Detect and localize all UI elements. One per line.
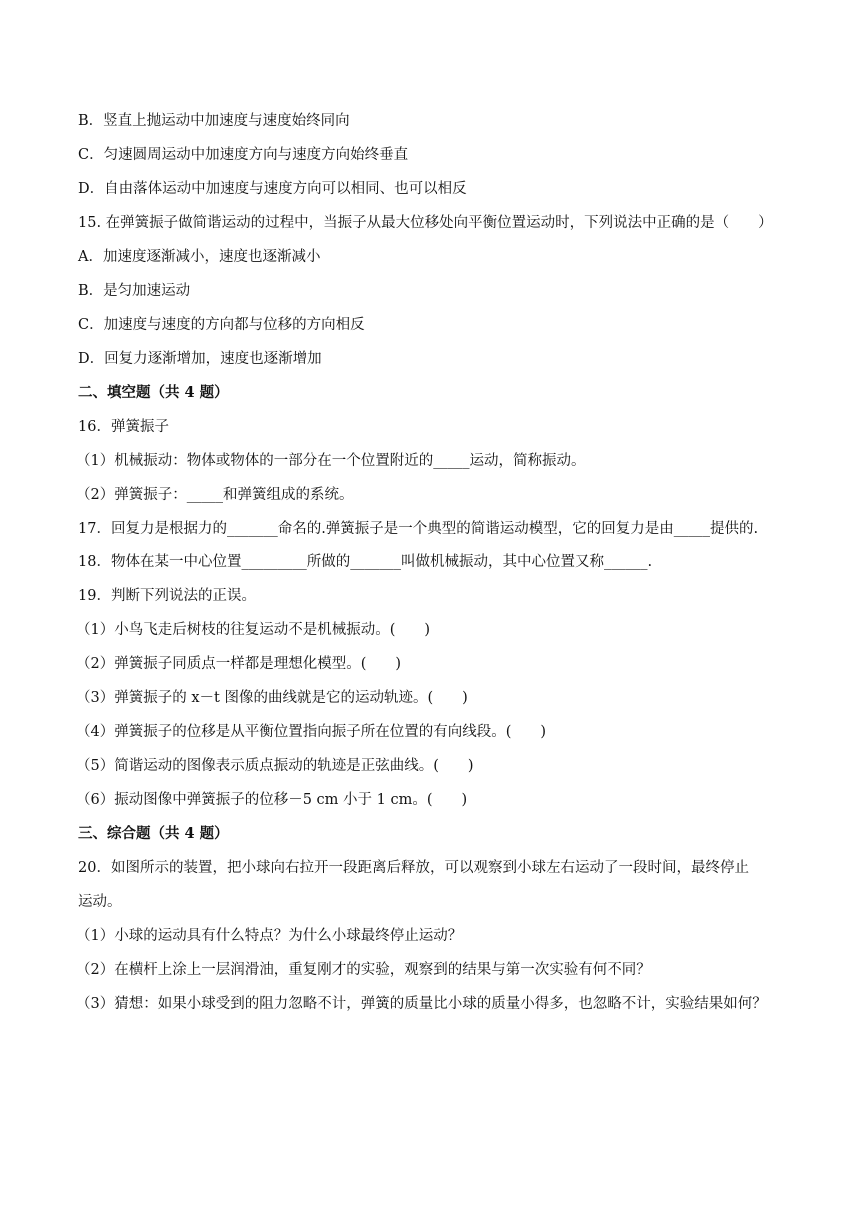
q20-part-1: （1）小球的运动具有什么特点？为什么小球最终停止运动？ [76,928,463,944]
option-d-q14: D．自由落体运动中加速度与速度方向可以相同、也可以相反 [78,181,467,197]
q16-part-1: （1）机械振动：物体或物体的一部分在一个位置附近的_____运动，简称振动。 [76,453,586,469]
option-c-q14: C．匀速圆周运动中加速度方向与速度方向始终垂直 [78,147,409,163]
question-20: 20．如图所示的装置，把小球向右拉开一段距离后释放，可以观察到小球左右运动了一段时间，最终停止 [78,860,749,876]
option-c-q15: C．加速度与速度的方向都与位移的方向相反 [78,317,365,333]
q19-statement-4: （4）弹簧振子的位移是从平衡位置指向振子所在位置的有向线段。( ) [76,724,547,740]
q16-part-2: （2）弹簧振子：_____和弹簧组成的系统。 [76,487,354,503]
question-18: 18．物体在某一中心位置_________所做的_______叫做机械振动，其中心位置又称______. [78,554,653,570]
q19-statement-2: （2）弹簧振子同质点一样都是理想化模型。( ) [76,656,402,672]
q19-statement-5: （5）简谐运动的图像表示质点振动的轨迹是正弦曲线。( ) [76,758,474,774]
section-heading-fill-in: 二、填空题（共 4 题） [78,384,229,401]
q20-part-3: （3）猜想：如果小球受到的阻力忽略不计，弹簧的质量比小球的质量小得多，也忽略不计，实验结果如何？ [76,996,767,1012]
option-d-q15: D．回复力逐渐增加，速度也逐渐增加 [78,351,322,367]
question-17: 17．回复力是根据力的_______命名的.弹簧振子是一个典型的简谐运动模型，它的回复力是由_____提供的. [78,521,759,537]
option-a-q15: A．加速度逐渐减小，速度也逐渐减小 [78,249,321,265]
q19-statement-3: （3）弹簧振子的 x－t 图像的曲线就是它的运动轨迹。( ) [76,690,468,706]
question-19: 19．判断下列说法的正误。 [78,588,256,604]
question-20-continued: 运动。 [78,894,122,910]
q19-statement-1: （1）小鸟飞走后树枝的往复运动不是机械振动。( ) [76,622,431,638]
question-16: 16．弹簧振子 [78,419,169,435]
section-heading-comprehensive: 三、综合题（共 4 题） [78,825,229,842]
q20-part-2: （2）在横杆上涂上一层润滑油，重复刚才的实验，观察到的结果与第一次实验有何不同？ [76,962,651,978]
option-b-q14: B．竖直上抛运动中加速度与速度始终同向 [78,113,350,129]
q19-statement-6: （6）振动图像中弹簧振子的位移－5 cm 小于 1 cm。( ) [76,792,468,808]
option-b-q15: B．是匀加速运动 [78,283,191,299]
question-15: 15. 在弹簧振子做简谐运动的过程中，当振子从最大位移处向平衡位置运动时，下列说法中正确的是（ ） [78,215,773,231]
